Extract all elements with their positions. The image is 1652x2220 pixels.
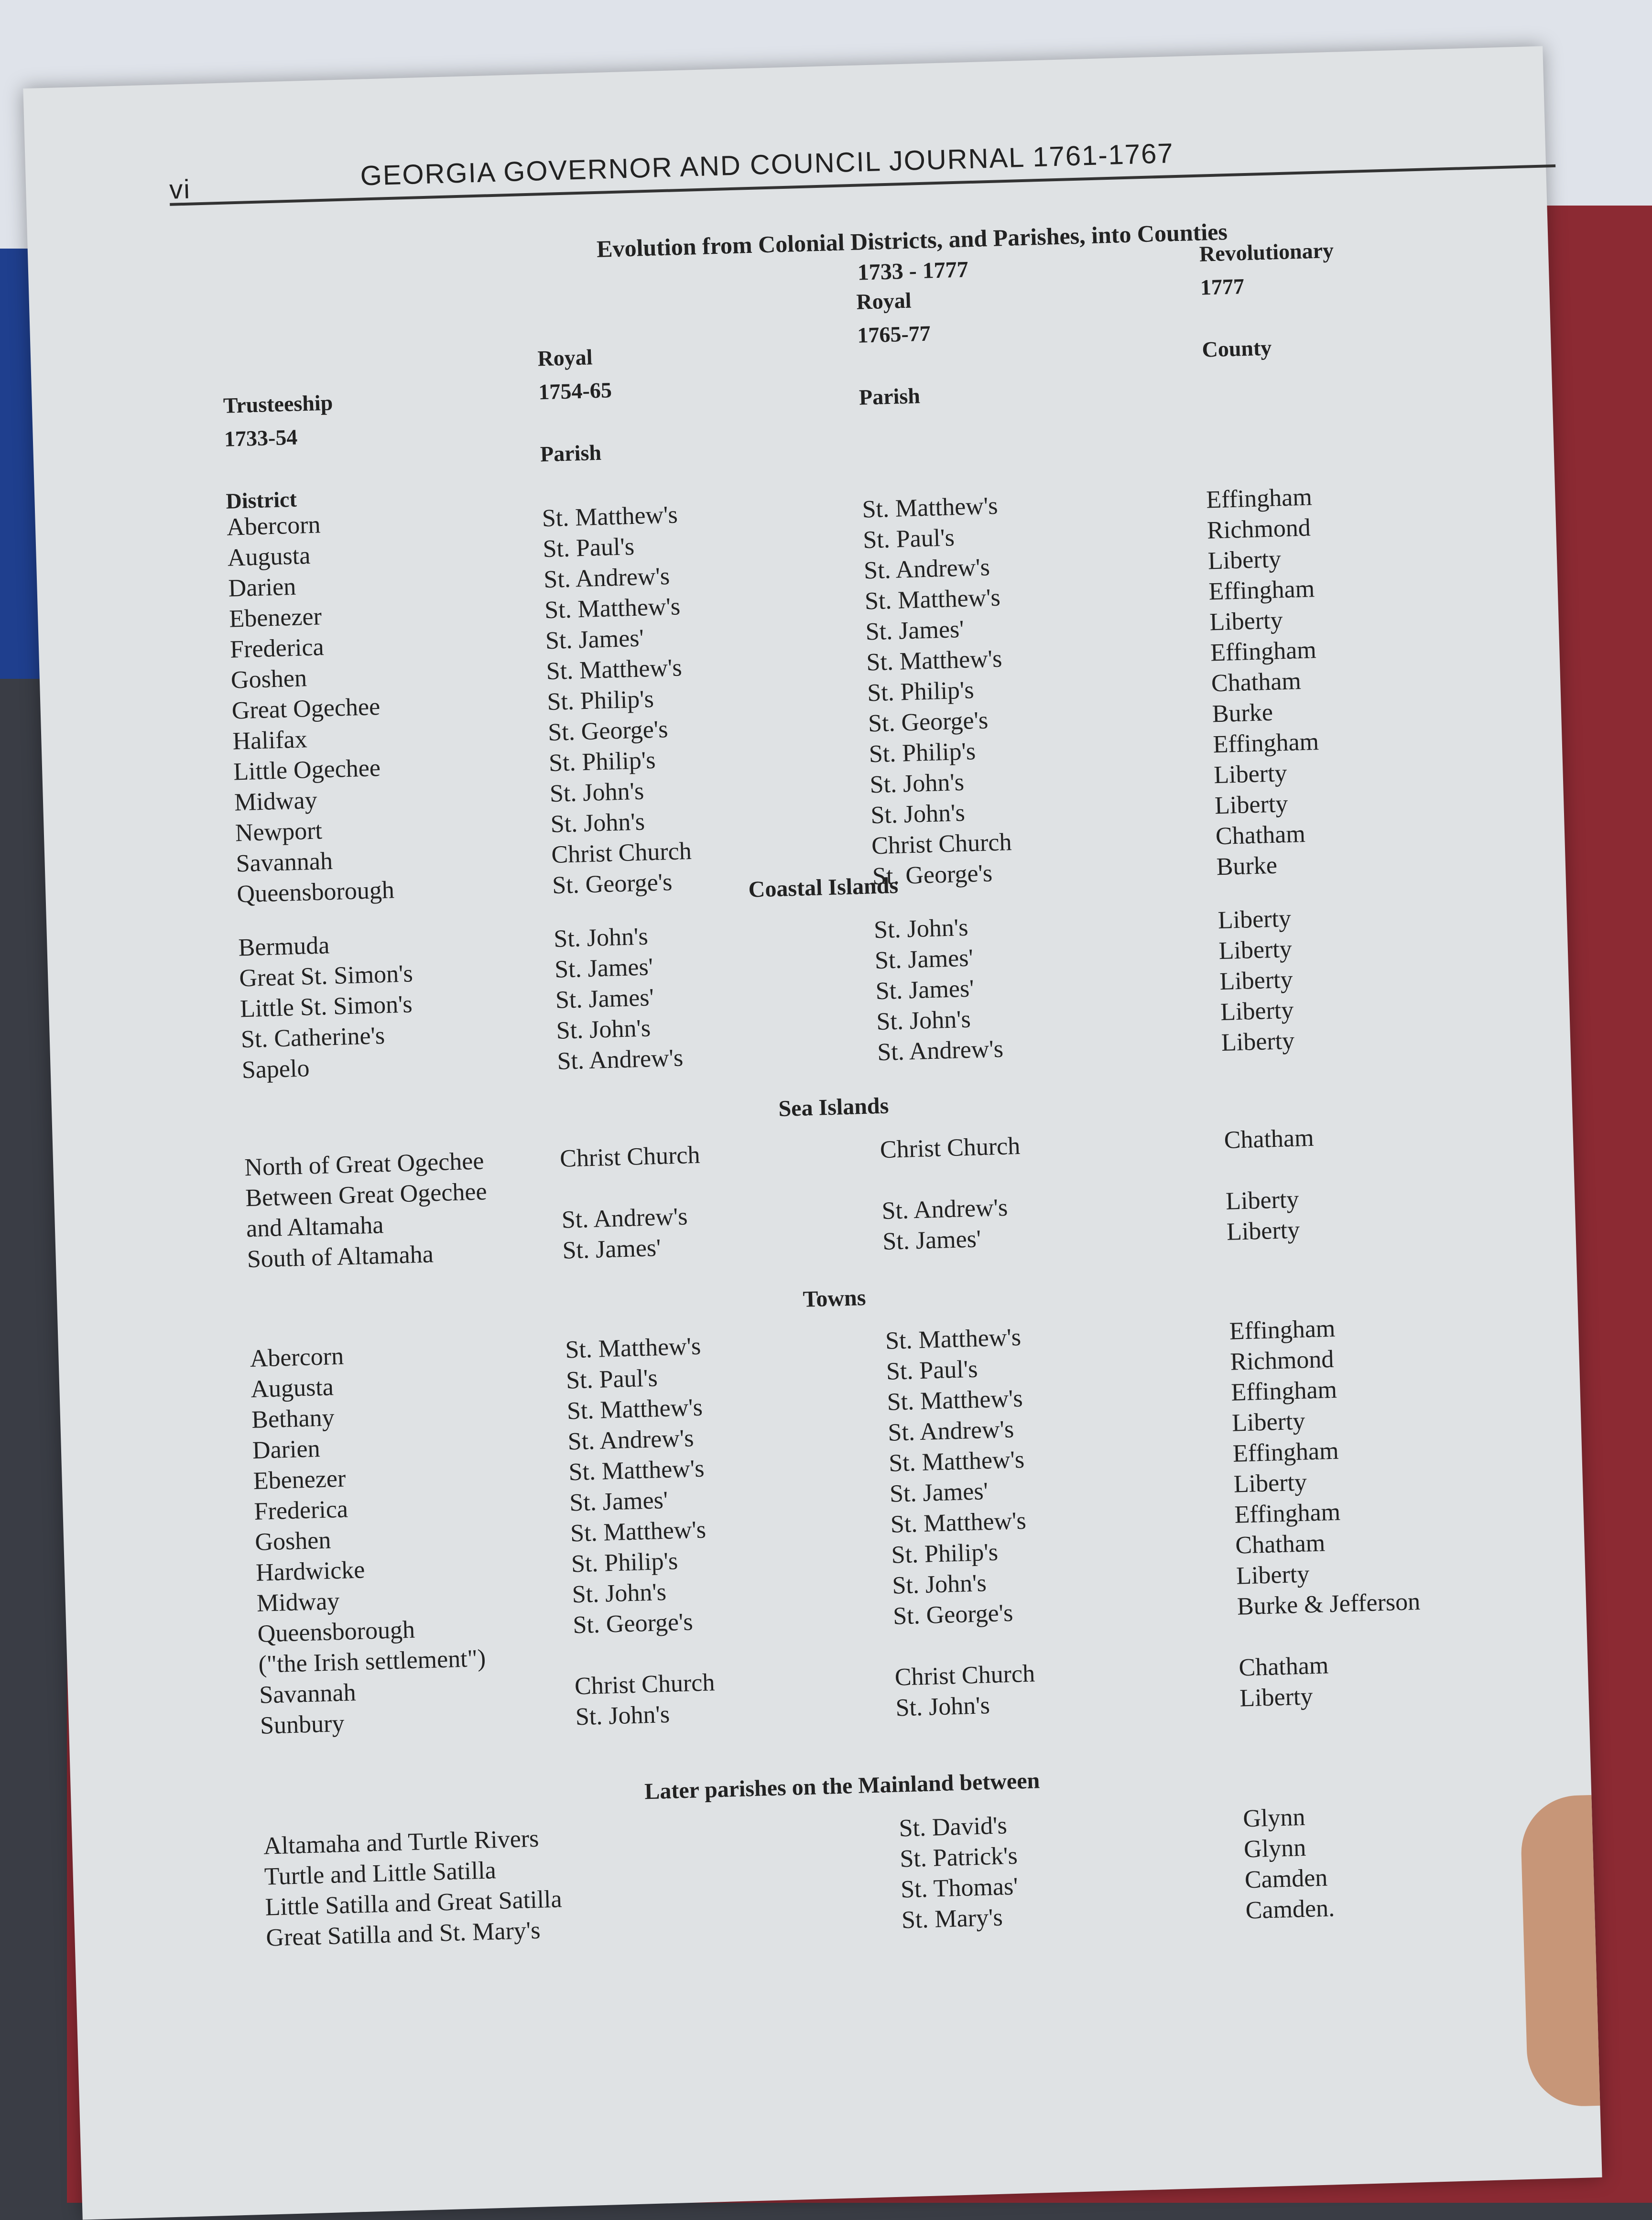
table-cell: St. James' <box>875 975 975 1005</box>
table-cell: St. Matthew's <box>890 1507 1027 1538</box>
table-cell: Little St. Simon's <box>239 990 413 1023</box>
table-cell: St. Philip's <box>867 676 975 707</box>
table-cell: St. Matthew's <box>566 1393 703 1425</box>
table-cell: Liberty <box>1231 1407 1306 1437</box>
table-cell: St. Matthew's <box>544 593 681 624</box>
table-cell: St. George's <box>552 869 673 899</box>
table-cell: Darien <box>252 1435 321 1464</box>
table-cell: Christ Church <box>551 837 692 869</box>
table-cell: and Altamaha <box>246 1211 384 1243</box>
table-cell: Effingham <box>1210 636 1317 667</box>
table-cell: St. James' <box>882 1225 981 1255</box>
table-cell: Glynn <box>1243 1834 1306 1863</box>
table-cell: Effingham <box>1212 728 1319 759</box>
table-cell: Chatham <box>1223 1124 1315 1154</box>
table-cell: Glynn <box>1242 1803 1306 1833</box>
table-cell: Richmond <box>1229 1345 1335 1376</box>
table-cell: St. Thomas' <box>900 1872 1019 1904</box>
table-cell: Chatham <box>1238 1652 1329 1682</box>
table-cell: St. George's <box>547 716 669 747</box>
table-cell: Great St. Simon's <box>239 960 413 992</box>
thumb <box>1520 1795 1600 2108</box>
table-cell: Liberty <box>1207 545 1282 575</box>
table-cell: Richmond <box>1206 514 1311 544</box>
table-cell: Little Satilla and Great Satilla <box>264 1885 563 1921</box>
table-cell: Liberty <box>1233 1469 1307 1498</box>
column-label: Royal <box>856 288 912 314</box>
table-cell: St. Matthew's <box>546 654 683 686</box>
table-cell: St. Matthew's <box>542 501 678 533</box>
table-cell: Effingham <box>1234 1498 1341 1529</box>
table-cell: St. Philip's <box>891 1538 999 1569</box>
table-cell: Midway <box>256 1588 340 1617</box>
table-cell: St. Andrew's <box>881 1194 1008 1225</box>
section-heading: Later parishes on the Mainland between <box>644 1768 1040 1805</box>
table-cell: Liberty <box>1225 1186 1300 1215</box>
table-cell: Chatham <box>1215 820 1306 850</box>
section-heading: Coastal Islands <box>748 872 899 903</box>
table-cell: St. John's <box>549 777 644 808</box>
table-cell: Liberty <box>1213 760 1288 789</box>
table-cell: St. George's <box>892 1599 1014 1630</box>
column-years: 1777 <box>1200 274 1245 300</box>
table-cell: Goshen <box>254 1526 332 1556</box>
table-cell: Bethany <box>251 1404 335 1434</box>
table-cell: Liberty <box>1218 935 1293 965</box>
table-cell: Liberty <box>1239 1683 1314 1712</box>
table-cell: Halifax <box>232 726 308 755</box>
table-cell: Liberty <box>1236 1560 1310 1590</box>
table-cell: Savannah <box>236 847 333 878</box>
column-label: Revolutionary <box>1199 238 1334 266</box>
table-cell: St. John's <box>869 768 965 799</box>
table-cell: St. Andrew's <box>556 1044 684 1075</box>
column-header-trusteeship <box>223 386 336 518</box>
table-cell: Christ Church <box>559 1141 701 1173</box>
table-cell: Effingham <box>1208 575 1315 606</box>
table-cell: St. James' <box>545 624 644 655</box>
table-title-years: 1733 - 1777 <box>857 257 969 285</box>
table-cell: Turtle and Little Satilla <box>264 1857 497 1891</box>
table-cell: St. James' <box>569 1486 668 1517</box>
table-cell: Burke <box>1212 698 1273 728</box>
table-cell: Liberty <box>1209 607 1283 636</box>
table-cell: Effingham <box>1230 1376 1337 1406</box>
table-cell: ("the Irish settlement") <box>258 1644 486 1678</box>
table-cell: St. Philip's <box>546 685 654 716</box>
column-years: 1754-65 <box>538 378 612 404</box>
table-cell: Altamaha and Turtle Rivers <box>263 1825 540 1860</box>
table-cell: Burke <box>1216 851 1278 881</box>
table-cell: St. Paul's <box>565 1364 658 1394</box>
table-cell: St. Andrew's <box>561 1203 688 1234</box>
table-cell: St. David's <box>898 1812 1008 1842</box>
table-cell: Effingham <box>1232 1437 1339 1468</box>
table-cell: Sunbury <box>260 1709 345 1740</box>
table-cell: St. John's <box>870 799 966 829</box>
table-cell: St. John's <box>873 914 969 944</box>
table-cell: Liberty <box>1217 904 1292 935</box>
table-cell: St. Patrick's <box>899 1842 1018 1873</box>
column-label: Trusteeship <box>223 390 333 418</box>
table-cell: Effingham <box>1206 483 1313 514</box>
table-cell: Burke & Jefferson <box>1237 1588 1421 1621</box>
table-cell: St. James' <box>889 1478 989 1508</box>
table-cell: St. Mary's <box>901 1904 1003 1934</box>
table-cell: St. James' <box>874 944 974 975</box>
table-cell: St. John's <box>571 1578 667 1609</box>
table-cell: St. John's <box>891 1569 987 1600</box>
table-cell: St. John's <box>876 1005 971 1036</box>
table-cell: Great Ogechee <box>231 693 380 725</box>
table-cell: Christ Church <box>880 1132 1021 1164</box>
table-cell: St. Matthew's <box>565 1332 701 1364</box>
table-cell: Hardwicke <box>255 1556 366 1587</box>
table-cell: Chatham <box>1235 1529 1326 1559</box>
table-cell: St. Andrew's <box>567 1425 695 1456</box>
column-sub: Parish <box>540 440 602 467</box>
table-cell: St. John's <box>556 1014 651 1045</box>
table-cell: Christ Church <box>871 828 1012 860</box>
table-cell: Liberty <box>1219 966 1293 996</box>
table-cell: Effingham <box>1229 1315 1336 1345</box>
column-header-royal-1754 <box>537 340 614 471</box>
table-cell: Darien <box>228 573 296 602</box>
table-cell: St. George's <box>572 1608 694 1639</box>
column-header-revolutionary <box>1199 234 1337 367</box>
table-title-main: Evolution from Colonial Districts, and Parishes, into Counties <box>596 218 1228 262</box>
table-cell: Chatham <box>1211 667 1302 697</box>
table-cell: Frederica <box>253 1495 348 1525</box>
table-cell: Liberty <box>1220 996 1294 1026</box>
section-heading: Sea Islands <box>778 1093 889 1121</box>
table-cell: St. Matthew's <box>568 1455 705 1486</box>
table-cell: North of Great Ogechee <box>244 1147 485 1182</box>
table-cell: St. Matthew's <box>886 1384 1023 1416</box>
column-years: 1733-54 <box>224 424 298 451</box>
table-cell: St. Matthew's <box>888 1446 1025 1477</box>
table-cell: St. Paul's <box>862 524 955 554</box>
table-cell: St. Matthew's <box>866 645 1003 676</box>
table-cell: St. Andrew's <box>863 554 990 585</box>
table-cell: St. Matthew's <box>864 584 1001 615</box>
table-cell: St. Philip's <box>869 738 976 768</box>
table-cell: Little Ogechee <box>233 754 381 786</box>
table-cell: St. Matthew's <box>885 1324 1022 1355</box>
table-cell: South of Altamaha <box>247 1241 434 1273</box>
table-cell: Great Satilla and St. Mary's <box>265 1916 541 1952</box>
table-cell: Frederica <box>229 633 325 664</box>
column-years: 1765-77 <box>857 321 931 348</box>
column-sub: District <box>225 487 297 513</box>
table-cell: Midway <box>234 786 318 816</box>
table-cell: Queensborough <box>257 1616 415 1648</box>
table-cell: St. Paul's <box>542 533 635 563</box>
table-cell: St. Philip's <box>571 1547 678 1578</box>
column-sub: County <box>1201 335 1272 362</box>
journal-title: GEORGIA GOVERNOR AND COUNCIL JOURNAL 1761-1767 <box>359 138 1174 192</box>
table-cell: Newport <box>235 817 323 847</box>
table-cell: St. James' <box>554 953 653 983</box>
table-cell: St. Matthew's <box>861 492 999 523</box>
table-cell: St. Philip's <box>548 746 656 777</box>
table-cell: St. John's <box>575 1700 670 1731</box>
table-cell: St. John's <box>550 808 645 838</box>
table-cell: Liberty <box>1226 1216 1300 1246</box>
table-cell: Augusta <box>250 1373 334 1404</box>
table-cell: St. Andrew's <box>543 562 670 594</box>
table-cell: Liberty <box>1214 790 1289 820</box>
table-cell: St. George's <box>868 707 989 738</box>
section-heading: Towns <box>802 1285 867 1312</box>
column-label: Royal <box>537 345 593 371</box>
table-cell: Liberty <box>1221 1027 1295 1057</box>
column-header-royal-1765 <box>856 283 933 414</box>
table-cell: Sapelo <box>241 1055 310 1084</box>
column-sub: Parish <box>859 383 921 410</box>
table-cell: Ebenezer <box>253 1465 347 1495</box>
table-cell: St. James' <box>555 984 654 1014</box>
table-cell: Augusta <box>227 542 311 572</box>
table-cell: Ebenezer <box>228 603 322 633</box>
table-cell: St. Catherine's <box>240 1022 385 1054</box>
table-cell: Christ Church <box>574 1669 716 1700</box>
table-cell: St. Andrew's <box>887 1415 1014 1447</box>
table-cell: Queensborough <box>236 876 395 908</box>
table-cell: Savannah <box>259 1679 357 1709</box>
page-number: vi <box>169 174 191 205</box>
table-cell: St. Paul's <box>886 1355 978 1385</box>
table-cell: Abercorn <box>226 511 321 541</box>
table-cell: St. James' <box>562 1234 662 1264</box>
table-cell: St. James' <box>865 615 965 646</box>
table-cell: St. George's <box>872 860 993 891</box>
book-page <box>23 46 1602 2220</box>
running-head <box>169 138 1555 206</box>
table-cell: Bermuda <box>238 932 330 962</box>
table-cell: Camden <box>1244 1864 1328 1894</box>
table-cell: St. John's <box>895 1692 990 1722</box>
table-cell: St. John's <box>553 923 649 953</box>
table-cell: Goshen <box>230 664 307 694</box>
table-cell: Abercorn <box>249 1342 344 1373</box>
table-cell: Christ Church <box>894 1660 1035 1691</box>
table-cell: St. Matthew's <box>570 1516 706 1547</box>
table-cell: Camden. <box>1245 1894 1335 1925</box>
table-cell: Between Great Ogechee <box>245 1178 488 1212</box>
table-cell: St. Andrew's <box>877 1035 1004 1066</box>
